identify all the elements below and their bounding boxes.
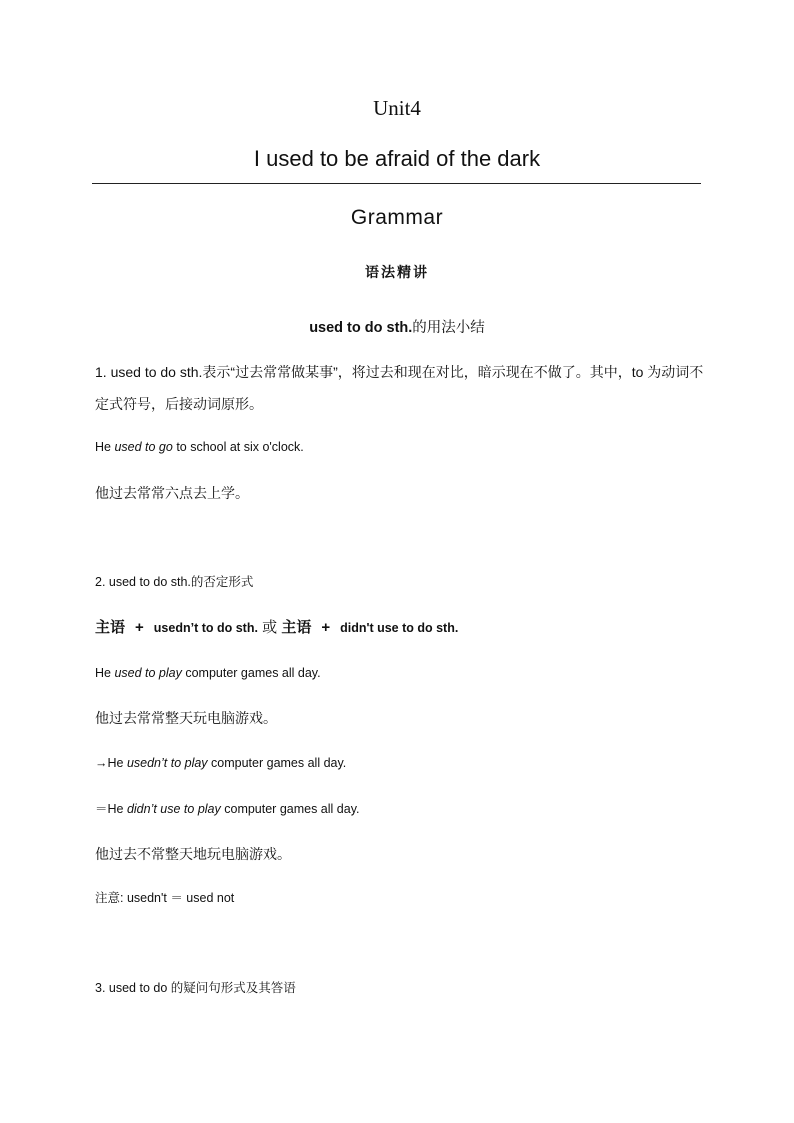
point1-text: 1. used to do sth.表示“过去常常做某事”，将过去和现在对比，暗示现在不做了。其中，to 为动词不定式符号，后接动词原形。 [95, 364, 704, 412]
unit-heading: Unit4 [373, 96, 421, 120]
point2-negative-translation: 他过去不常整天地玩电脑游戏。 [95, 846, 291, 862]
point2-negative-1 [95, 757, 705, 770]
section-subheading: 语法精讲 [365, 264, 429, 280]
rule-subject: 主语 [95, 619, 126, 636]
point1-example [95, 441, 705, 454]
point3-heading: 3. used to do 的疑问句形式及其答语 [95, 981, 296, 995]
point2-heading: 2. used to do sth.的否定形式 [95, 575, 254, 589]
example-text: computer games all day. [207, 756, 347, 770]
example-text: computer games all day. [181, 666, 321, 680]
example-text: →He [95, 756, 127, 770]
section-heading: Grammar [350, 206, 444, 229]
rule-subject: 主语 [281, 619, 312, 636]
point2-example [95, 667, 705, 680]
example-emphasis: usedn’t to play [126, 756, 208, 770]
point2-note: 注意: usedn't ＝ used not [95, 891, 235, 905]
example-text: He [95, 440, 115, 454]
summary-bold: used to do sth. [309, 320, 413, 336]
rule-or: 或 [262, 619, 278, 636]
lesson-title: I used to be afraid of the dark [253, 146, 541, 171]
rule-form: didn't use to do sth. [340, 621, 459, 635]
example-text: to school at six o'clock. [172, 440, 304, 454]
summary-heading [0, 316, 794, 337]
title-divider [92, 183, 701, 184]
summary-rest: 的用法小结 [412, 320, 485, 336]
example-emphasis: used to play [114, 666, 182, 680]
point2-rule [95, 620, 705, 635]
point1-translation: 他过去常常六点去上学。 [95, 485, 249, 501]
example-text: He [95, 666, 115, 680]
example-emphasis: didn’t use to play [126, 802, 221, 816]
rule-plus: + [135, 619, 144, 636]
rule-form: usedn’t to do sth. [153, 621, 258, 635]
example-emphasis: used to go [114, 440, 173, 454]
rule-plus: + [321, 619, 331, 636]
point2-negative-2 [95, 803, 705, 816]
example-text: computer games all day. [220, 802, 360, 816]
example-text: ＝He [95, 802, 127, 816]
point2-translation: 他过去常常整天玩电脑游戏。 [95, 710, 277, 726]
